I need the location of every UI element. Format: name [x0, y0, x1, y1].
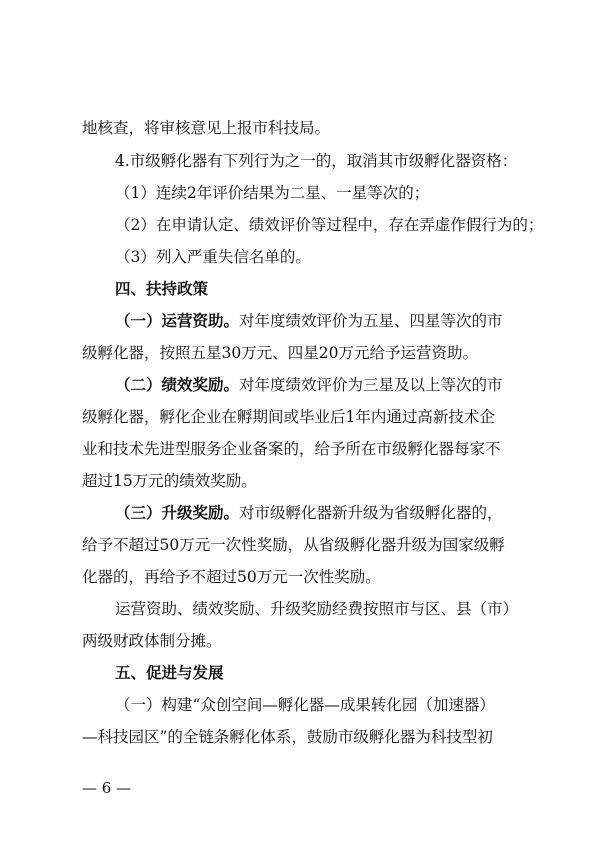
text-line: 级孵化器，孵化企业在孵期间或毕业后1年内通过高新技术企	[82, 408, 495, 426]
text-line: （1）连续2年评价结果为二星、一星等次的；	[115, 184, 430, 202]
text-line: （一）构建“众创空间—孵化器—成果转化园（加速器）	[115, 696, 495, 714]
text-span: 对年度绩效评价为三星及以上等次的市	[239, 376, 503, 394]
text-line	[115, 375, 503, 395]
subsection-label: （三）升级奖励。	[115, 504, 240, 522]
text-line: 超过15万元的绩效奖励。	[82, 472, 257, 490]
page-number: — 6 —	[82, 779, 132, 797]
text-line	[115, 503, 503, 523]
subsection-label: （一）运营资助。	[115, 312, 240, 330]
text-line	[115, 311, 503, 331]
text-line: （3）列入严重失信名单的。	[115, 248, 311, 266]
text-line: 两级财政体制分摊。	[82, 632, 222, 650]
text-line: 级孵化器，按照五星30万元、四星20万元给予运营资助。	[82, 344, 478, 362]
text-line: —科技园区”的全链条孵化体系，鼓励市级孵化器为科技型初	[82, 728, 493, 746]
text-line: 运营资助、绩效奖励、升级奖励经费按照市与区、县（市）	[115, 600, 519, 618]
subsection-label: （二）绩效奖励。	[115, 376, 240, 394]
text-line: 化器的，再给予不超过50万元一次性奖励。	[82, 568, 381, 586]
section-heading: 四、扶持政策	[115, 280, 209, 298]
text-line: （2）在申请认定、绩效评价等过程中，存在弄虚作假行为的；	[115, 216, 544, 234]
text-span: 对年度绩效评价为五星、四星等次的市	[239, 312, 503, 330]
text-span: 对市级孵化器新升级为省级孵化器的，	[239, 504, 503, 522]
section-heading: 五、促进与发展	[115, 664, 224, 682]
text-line: 业和技术先进型服务企业备案的，给予所在市级孵化器每家不	[82, 440, 501, 458]
text-line: 地核查，将审核意见上报市科技局。	[82, 119, 331, 137]
text-line: 4.市级孵化器有下列行为之一的，取消其市级孵化器资格：	[115, 152, 518, 170]
text-line: 给予不超过50万元一次性奖励，从省级孵化器升级为国家级孵	[82, 536, 505, 554]
